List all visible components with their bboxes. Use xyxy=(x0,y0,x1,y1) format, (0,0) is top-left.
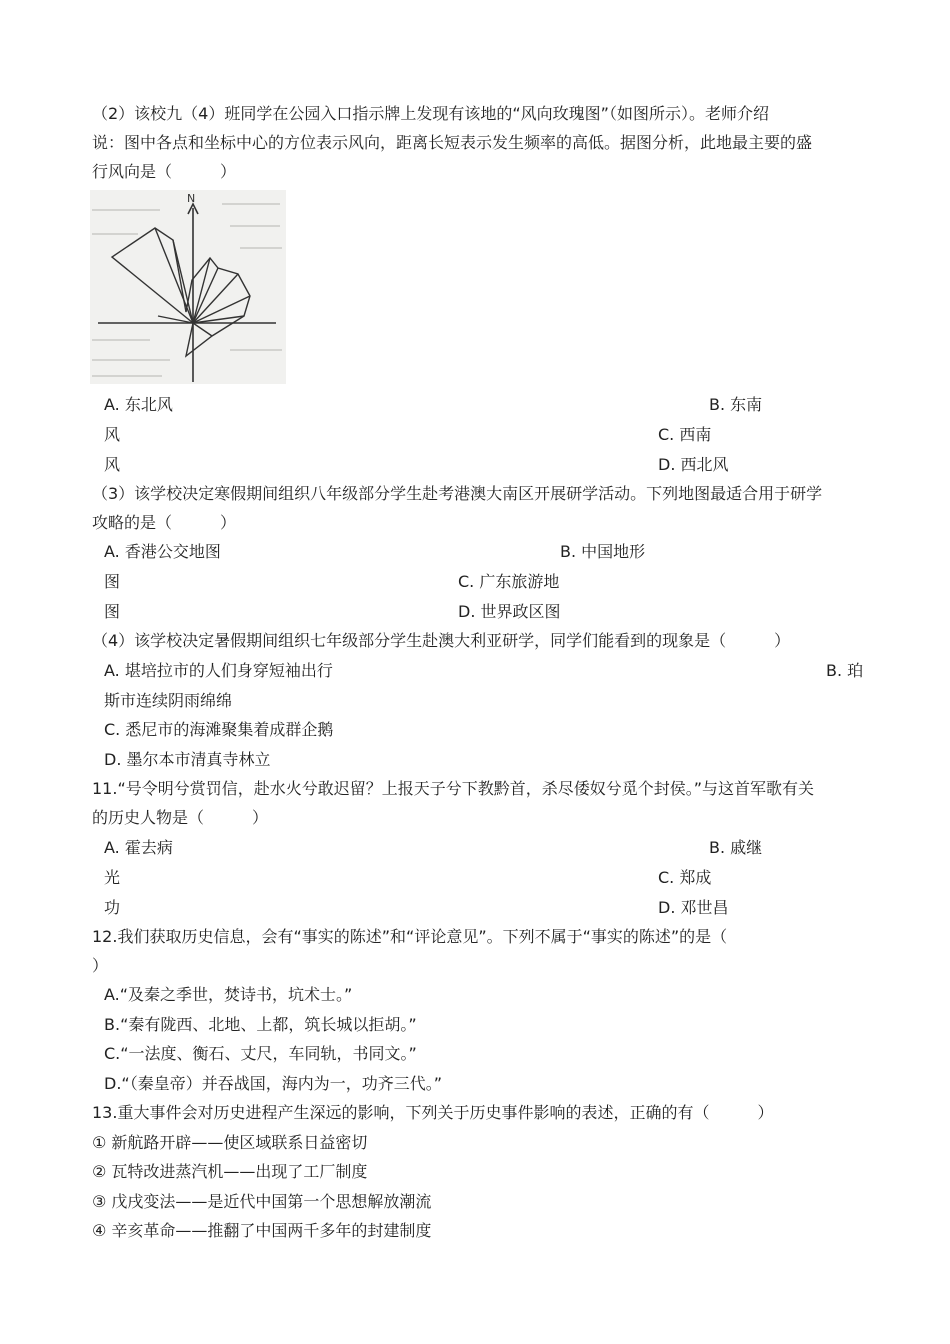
q13-stem: 13.重大事件会对历史进程产生深远的影响，下列关于历史事件影响的表述，正确的有（ ） xyxy=(92,1103,774,1122)
q10-2-stem-line3: 行风向是（ ） xyxy=(92,162,237,181)
q10-3-option-b-wrap: 图 xyxy=(104,572,121,591)
q10-4-option-d[interactable]: D. 墨尔本市清真寺林立 xyxy=(104,750,271,769)
q10-4-stem: （4）该学校决定暑假期间组织七年级部分学生赴澳大利亚研学，同学们能看到的现象是（ ） xyxy=(92,631,791,650)
q11-option-b[interactable]: B. 戚继 xyxy=(709,838,763,857)
wind-rose-diagram xyxy=(90,190,286,384)
q10-4-option-b-wrap: 斯市连续阴雨绵绵 xyxy=(104,691,233,710)
q10-2-option-b[interactable]: B. 东南 xyxy=(709,395,763,414)
q10-3-option-a[interactable]: A. 香港公交地图 xyxy=(104,542,221,561)
q10-2-stem-line2: 说：图中各点和坐标中心的方位表示风向，距离长短表示发生频率的高低。据图分析，此地最主要的盛 xyxy=(92,133,813,152)
rose-polygon xyxy=(112,228,250,356)
q10-4-option-b[interactable]: B. 珀 xyxy=(826,661,864,680)
q13-item-1: ① 新航路开辟——使区域联系日益密切 xyxy=(92,1133,368,1152)
q10-2-option-c-wrap: 风 xyxy=(104,455,121,474)
q10-2-option-a[interactable]: A. 东北风 xyxy=(104,395,173,414)
q11-option-a[interactable]: A. 霍去病 xyxy=(104,838,173,857)
q12-stem-line1: 12.我们获取历史信息，会有“事实的陈述”和“评论意见”。下列不属于“事实的陈述”的是（ xyxy=(92,927,728,946)
q10-2-option-c[interactable]: C. 西南 xyxy=(658,425,712,444)
q10-3-option-b[interactable]: B. 中国地形 xyxy=(560,542,646,561)
north-label: N xyxy=(187,192,196,205)
q12-option-a[interactable]: A.“及秦之季世，焚诗书，坑术士。” xyxy=(104,985,353,1004)
q10-4-option-c[interactable]: C. 悉尼市的海滩聚集着成群企鹅 xyxy=(104,720,334,739)
q10-2-option-b-wrap: 风 xyxy=(104,425,121,444)
q13-item-4: ④ 辛亥革命——推翻了中国两千多年的封建制度 xyxy=(92,1221,432,1240)
q11-option-b-wrap: 光 xyxy=(104,868,121,887)
q10-3-option-c-wrap: 图 xyxy=(104,602,121,621)
q12-option-b[interactable]: B.“秦有陇西、北地、上都，筑长城以拒胡。” xyxy=(104,1015,417,1034)
q13-item-2: ② 瓦特改进蒸汽机——出现了工厂制度 xyxy=(92,1162,368,1181)
q10-3-option-c[interactable]: C. 广东旅游地 xyxy=(458,572,560,591)
q11-stem-line2: 的历史人物是（ ） xyxy=(92,808,269,827)
q10-2-stem-line1: （2）该校九（4）班同学在公园入口指示牌上发现有该地的“风向玫瑰图”（如图所示）。老师介绍 xyxy=(92,104,769,123)
q11-stem-line1: 11.“号令明兮赏罚信，赴水火兮敢迟留？上报天子兮下教黔首，杀尽倭奴兮觅个封侯。”与这首军歌有关 xyxy=(92,779,815,798)
q11-option-c[interactable]: C. 郑成 xyxy=(658,868,712,887)
q10-4-option-a[interactable]: A. 堪培拉市的人们身穿短袖出行 xyxy=(104,661,333,680)
q10-3-stem-line1: （3）该学校决定寒假期间组织八年级部分学生赴考港澳大南区开展研学活动。下列地图最适合用于研学 xyxy=(92,484,823,503)
q12-option-d[interactable]: D.“（秦皇帝）并吞战国，海内为一，功齐三代。” xyxy=(104,1074,442,1093)
q10-3-stem-line2: 攻略的是（ ） xyxy=(92,513,237,532)
q13-item-3: ③ 戊戌变法——是近代中国第一个思想解放潮流 xyxy=(92,1192,432,1211)
q10-3-option-d[interactable]: D. 世界政区图 xyxy=(458,602,561,621)
q12-stem-line2: ） xyxy=(92,956,109,975)
q10-2-option-d[interactable]: D. 西北风 xyxy=(658,455,729,474)
q11-option-d[interactable]: D. 邓世昌 xyxy=(658,898,729,917)
q11-option-c-wrap: 功 xyxy=(104,898,121,917)
wind-rose-figure xyxy=(90,190,286,384)
q12-option-c[interactable]: C.“一法度、衡石、丈尺，车同轨，书同文。” xyxy=(104,1044,417,1063)
